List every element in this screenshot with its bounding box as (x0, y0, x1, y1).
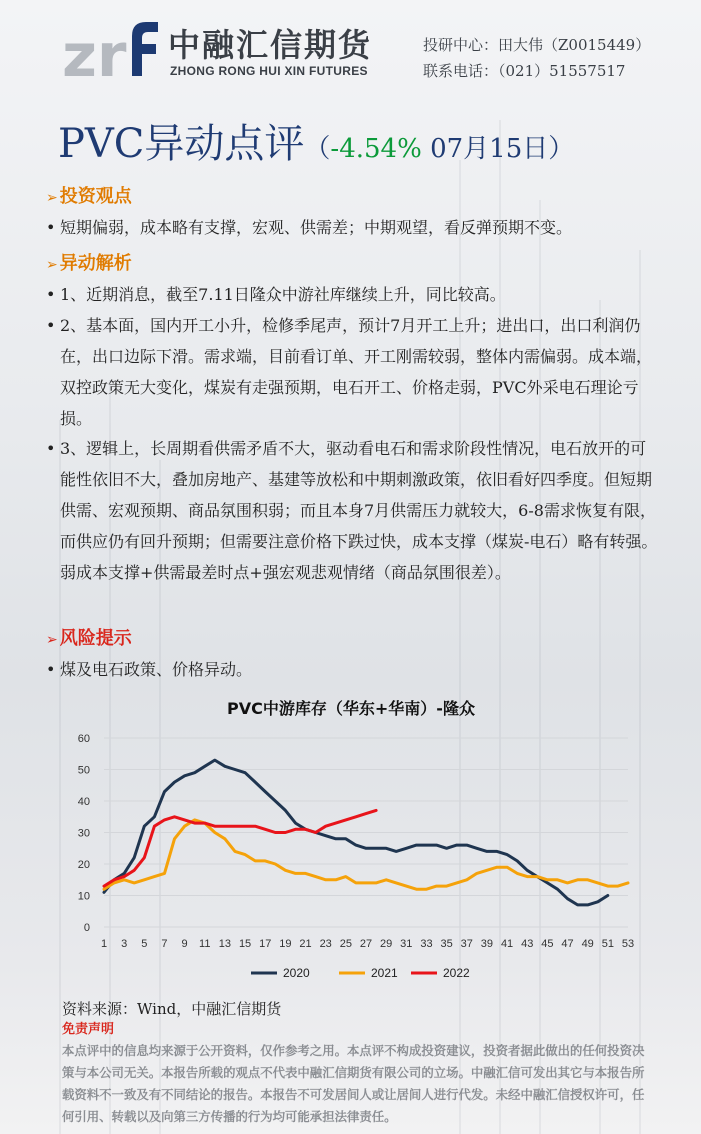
x-tick-label: 21 (299, 938, 312, 950)
series-line-2021 (104, 820, 628, 889)
x-tick-label: 15 (238, 938, 252, 950)
bullet-icon: • (46, 316, 56, 335)
x-tick-label: 33 (420, 938, 433, 950)
y-tick-label: 30 (77, 827, 90, 840)
x-tick-label: 23 (319, 938, 332, 950)
list-item: • 煤及电石政策、价格异动。 (46, 654, 658, 685)
y-tick-label: 60 (77, 733, 90, 745)
list-item: • 3、逻辑上，长周期看供需矛盾不大，驱动看电石和需求阶段性情况，电石放开的可能性依旧不大，叠加房地产、基建等放松和中期刺激政策，依旧看好四季度。但短期供需、宏观预期、商品氛围积弱；而且本身7月供需压力就较大，6-8需求恢复有限，而供应仍有回升预期；但需要注意价格下跌过快，成本支撑（煤炭-电石）略有转强。弱成本支撑+供需最差时点+强宏观悲观情绪（商品氛围很差）。 (46, 433, 658, 588)
page-title (58, 112, 574, 169)
x-tick-label: 17 (259, 938, 272, 950)
series-line-2022 (104, 810, 376, 886)
x-tick-label: 35 (440, 938, 453, 950)
x-tick-label: 45 (541, 938, 554, 950)
y-tick-label: 40 (77, 796, 90, 808)
logo-chinese-name: 中融汇信期货 (168, 26, 373, 64)
x-tick-label: 27 (359, 938, 373, 950)
bullet-icon: • (46, 660, 56, 679)
section-anomaly-analysis: ➢ 异动解析 (46, 253, 132, 274)
x-tick-label: 29 (380, 938, 393, 950)
legend-label-2021: 2021 (371, 966, 398, 980)
x-tick-label: 41 (500, 938, 514, 950)
data-source: 资料来源：Wind，中融汇信期货 (62, 1000, 282, 1018)
x-tick-label: 43 (521, 938, 534, 950)
x-tick-label: 47 (561, 938, 574, 950)
chart-title: PVC中游库存（华东+华南）-隆众 (227, 699, 475, 718)
x-tick-label: 53 (621, 938, 635, 950)
x-tick-label: 19 (279, 938, 292, 950)
list-item: • 1、近期消息，截至7.11日隆众中游社库继续上升，同比较高。 (46, 279, 658, 310)
research-contact: 投研中心：田大伟（Z0015449） (423, 36, 651, 54)
header (0, 0, 701, 95)
chart-plot (56, 690, 646, 990)
x-tick-label: 13 (218, 938, 232, 950)
x-tick-label: 51 (601, 938, 614, 950)
inventory-chart (56, 690, 646, 990)
x-tick-label: 31 (400, 938, 413, 950)
x-tick-label: 37 (460, 938, 473, 950)
phone-contact: 联系电话：（021）51557517 (423, 62, 626, 80)
x-tick-label: 5 (141, 938, 148, 950)
list-item: • 短期偏弱，成本略有支撑，宏观、供需差；中期观望，看反弹预期不变。 (46, 212, 658, 243)
x-tick-label: 25 (339, 938, 352, 950)
x-tick-label: 11 (199, 938, 211, 950)
disclaimer-title: 免责声明 (62, 1022, 115, 1037)
legend-label-2020: 2020 (283, 966, 310, 980)
y-tick-label: 50 (77, 764, 90, 777)
y-tick-label: 20 (77, 859, 90, 871)
y-tick-label: 10 (77, 890, 90, 903)
x-tick-label: 39 (480, 938, 494, 950)
arrow-icon: ➢ (46, 190, 58, 206)
svg-text:zr: zr (62, 21, 127, 80)
legend-label-2022: 2022 (443, 966, 470, 980)
company-logo-icon (62, 14, 162, 80)
section-risk-warning: ➢ 风险提示 (46, 628, 132, 649)
section-investment-view: ➢ 投资观点 (46, 186, 132, 207)
arrow-icon: ➢ (46, 632, 58, 648)
price-change: -4.54% (330, 134, 422, 164)
x-tick-label: 3 (121, 938, 128, 950)
x-tick-label: 49 (581, 938, 594, 950)
bullet-icon: • (46, 439, 56, 458)
title-open-paren: （ (304, 134, 331, 164)
x-tick-label: 1 (100, 938, 108, 950)
bullet-icon: • (46, 285, 56, 304)
list-item: • 2、基本面，国内开工小升，检修季尾声，预计7月开工上升；进出口，出口利润仍在，出口边际下滑。需求端，目前看订单、开工刚需较弱，整体内需偏弱。成本端，双控政策无大变化，煤炭有走强预期，电石开工、价格走弱，PVC外采电石理论亏损。 (46, 310, 658, 434)
arrow-icon: ➢ (46, 257, 58, 273)
x-tick-label: 7 (161, 938, 168, 950)
logo-english-name: ZHONG RONG HUI XIN FUTURES (170, 64, 368, 78)
x-tick-label: 9 (181, 938, 188, 950)
disclaimer-text: 本点评中的信息均来源于公开资料，仅作参考之用。本点评不构成投资建议，投资者据此做出的任何投资决策与本公司无关。本报告所载的观点不代表中融汇信期货有限公司的立场。中融汇信可发出其它与本报告所载资料不一致及有不同结论的报告。本报告不可发居间人或让居间人进行代发。未经中融汇信授权许可，任何引用、转载以及向第三方传播的行为均可能承担法律责任。 (62, 1043, 645, 1124)
y-tick-label: 0 (83, 922, 90, 934)
title-main: PVC异动点评 (58, 121, 305, 167)
title-date: 07月15日） (421, 134, 575, 164)
bullet-icon: • (46, 218, 56, 237)
